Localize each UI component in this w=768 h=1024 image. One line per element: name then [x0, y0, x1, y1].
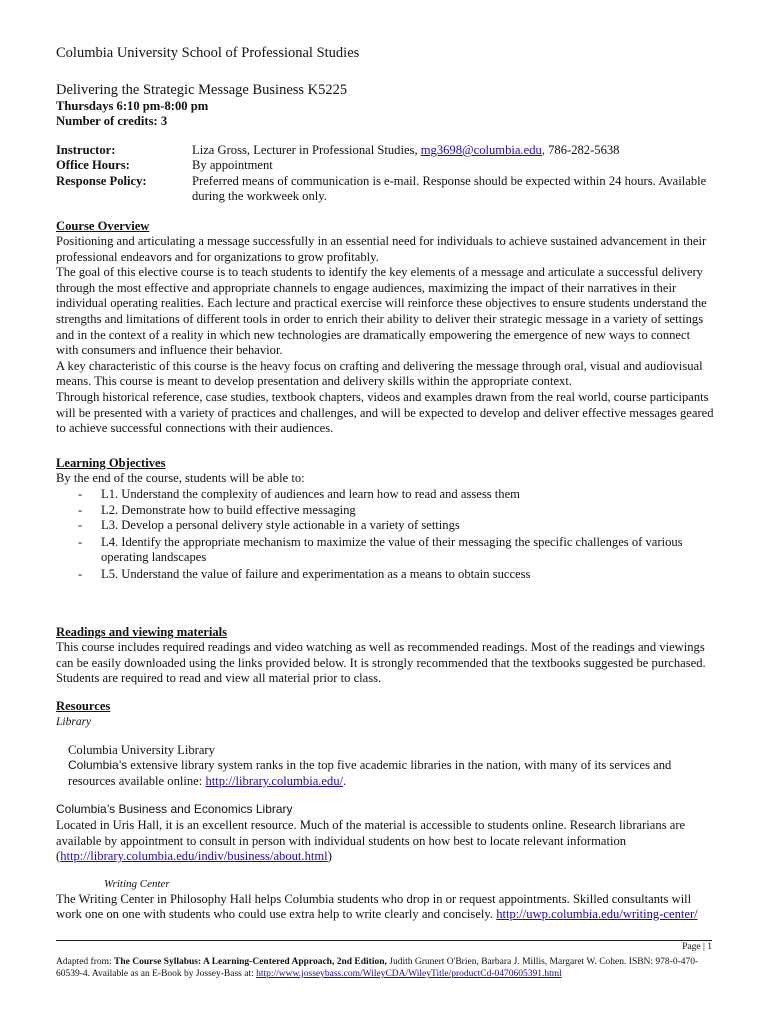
- cul-title: Columbia University Library: [68, 743, 215, 757]
- business-library-body: Located in Uris Hall, it is an excellent resource. Much of the material is accessible to students online. Research librarians are available by appointment to consult in person with individual students on how best to locate relevant information (http://library.columbia.edu/indiv/business/about.html): [56, 818, 686, 864]
- response-policy-line1: Preferred means of communication is e-mail. Response should be expected within 24 hours. Available: [192, 174, 707, 188]
- learning-objectives-heading: Learning Objectives: [56, 456, 166, 470]
- response-policy-label: Response Policy:: [56, 174, 147, 188]
- learning-objectives-intro: By the end of the course, students will be able to:: [56, 471, 305, 485]
- course-credits: Number of credits: 3: [56, 114, 168, 128]
- library-link[interactable]: http://library.columbia.edu/: [205, 774, 344, 788]
- overview-paragraph-2: The goal of this elective course is to teach students to identify the key elements of a message and articulate a successful delivery through the most effective and appropriate channels to engage audiences, maximizing the impact of their narratives in their individual operating realities. Each lecture and practical exercise will reinforce these objectives to ensure students understand the strengths and limitations of different tools in order to enrich their ability to deliver their strategic message in a variety of settings and in the context of a reality in which new technologies are dramatically empowering the emergence of new ways to connect with consumers and influence their behavior.: [56, 265, 707, 358]
- overview-paragraph-4: Through historical reference, case studies, textbook chapters, videos and examples drawn from the real world, course participants will be presented with a variety of practices and challenges, and will be expected to develop and deliver effective messages geared to achieve successful connections with their audiences.: [56, 389, 714, 436]
- business-library-title: Columbia’s Business and Economics Library: [56, 802, 293, 816]
- course-overview-body: [56, 234, 714, 437]
- cul-line1: Columbia’s extensive library system ranks in the top five academic libraries in the nation, with many of its services and: [68, 758, 672, 772]
- resources-heading: Resources: [56, 699, 111, 713]
- course-schedule: Thursdays 6:10 pm-8:00 pm: [56, 99, 209, 113]
- list-item: - L3. Develop a personal delivery style actionable in a variety of settings: [78, 518, 460, 533]
- instructor-value: [192, 143, 619, 159]
- learning-objectives-list: [56, 487, 712, 583]
- writing-center-line2: work one on one with students who could use extra help to write clearly and concisely. http://uwp.columbia.edu/writing-center/: [56, 907, 698, 921]
- list-item: - L1. Understand the complexity of audiences and learn how to read and assess them: [78, 487, 520, 501]
- cul-possessive: Columbia’s: [68, 758, 128, 772]
- writing-center-line1: The Writing Center in Philosophy Hall helps Columbia students who drop in or request appointments. Skilled consultants will: [56, 892, 692, 906]
- office-hours-value: By appointment: [192, 158, 273, 172]
- instructor-phone: , 786-282-5638: [541, 143, 620, 157]
- page-number: Page | 1: [682, 942, 712, 952]
- list-item: - L5. Understand the value of failure and experimentation as a means to obtain success: [78, 566, 531, 581]
- overview-paragraph-1: Positioning and articulating a message successfully in an essential need for individuals to achieve sustained advancement in their professional endeavors and for organizations to grow profitably.: [56, 234, 707, 264]
- readings-body: This course includes required readings and video watching as well as recommended readings. Most of the readings and viewings can be easily downloaded using the links provided below. It is strongly recommended that the textbooks suggested be purchased. Students are required to read and view all material prior to class.: [56, 640, 706, 686]
- footer-divider: [56, 940, 712, 941]
- book-link[interactable]: http://www.josseybass.com/WileyCDA/WileyTitle/productCd-0470605391.html: [256, 969, 562, 979]
- list-item: - L2. Demonstrate how to build effective messaging: [78, 502, 356, 517]
- instructor-label: Instructor:: [56, 143, 116, 157]
- writing-center-label: Writing Center: [104, 878, 170, 890]
- course-overview-heading: Course Overview: [56, 219, 150, 233]
- writing-center-link[interactable]: http://uwp.columbia.edu/writing-center/: [496, 907, 698, 921]
- business-library-link[interactable]: http://library.columbia.edu/indiv/business/about.html: [60, 849, 328, 864]
- overview-paragraph-3: A key characteristic of this course is the heavy focus on crafting and delivering the message through oral, visual and audiovisual means. This course is meant to develop presentation and delivery skills within the appropriate context.: [56, 358, 703, 389]
- book-title: The Course Syllabus: A Learning-Centered Approach, 2nd Edition,: [114, 957, 387, 967]
- response-policy-line2: during the workweek only.: [192, 189, 327, 203]
- list-item: - L4. Identify the appropriate mechanism to maximize the value of their messaging the specific challenges of various operating landscapes: [78, 534, 683, 565]
- course-title: Delivering the Strategic Message Business K5225: [56, 82, 348, 98]
- instructor-name: Liza Gross, Lecturer in Professional Studies,: [192, 143, 421, 157]
- footer-citation: Adapted from: The Course Syllabus: A Learning-Centered Approach, 2nd Edition, Judith Grunert O'Brien, Barbara J. Millis, Margaret W. Cohen. ISBN: 978-0-470-60539-4. Available as an E-Book by Jossey-Bass at: http://www.josseybass.com/WileyCDA/WileyTitle/productCd-0470605391.html: [56, 957, 699, 979]
- cul-line2: resources available online: http://library.columbia.edu/.: [68, 774, 347, 788]
- readings-heading: Readings and viewing materials: [56, 625, 228, 639]
- school-name: Columbia University School of Professional Studies: [56, 45, 360, 61]
- office-hours-label: Office Hours:: [56, 158, 130, 172]
- instructor-email-link[interactable]: mg3698@columbia.edu: [420, 143, 542, 157]
- library-label: Library: [56, 716, 92, 728]
